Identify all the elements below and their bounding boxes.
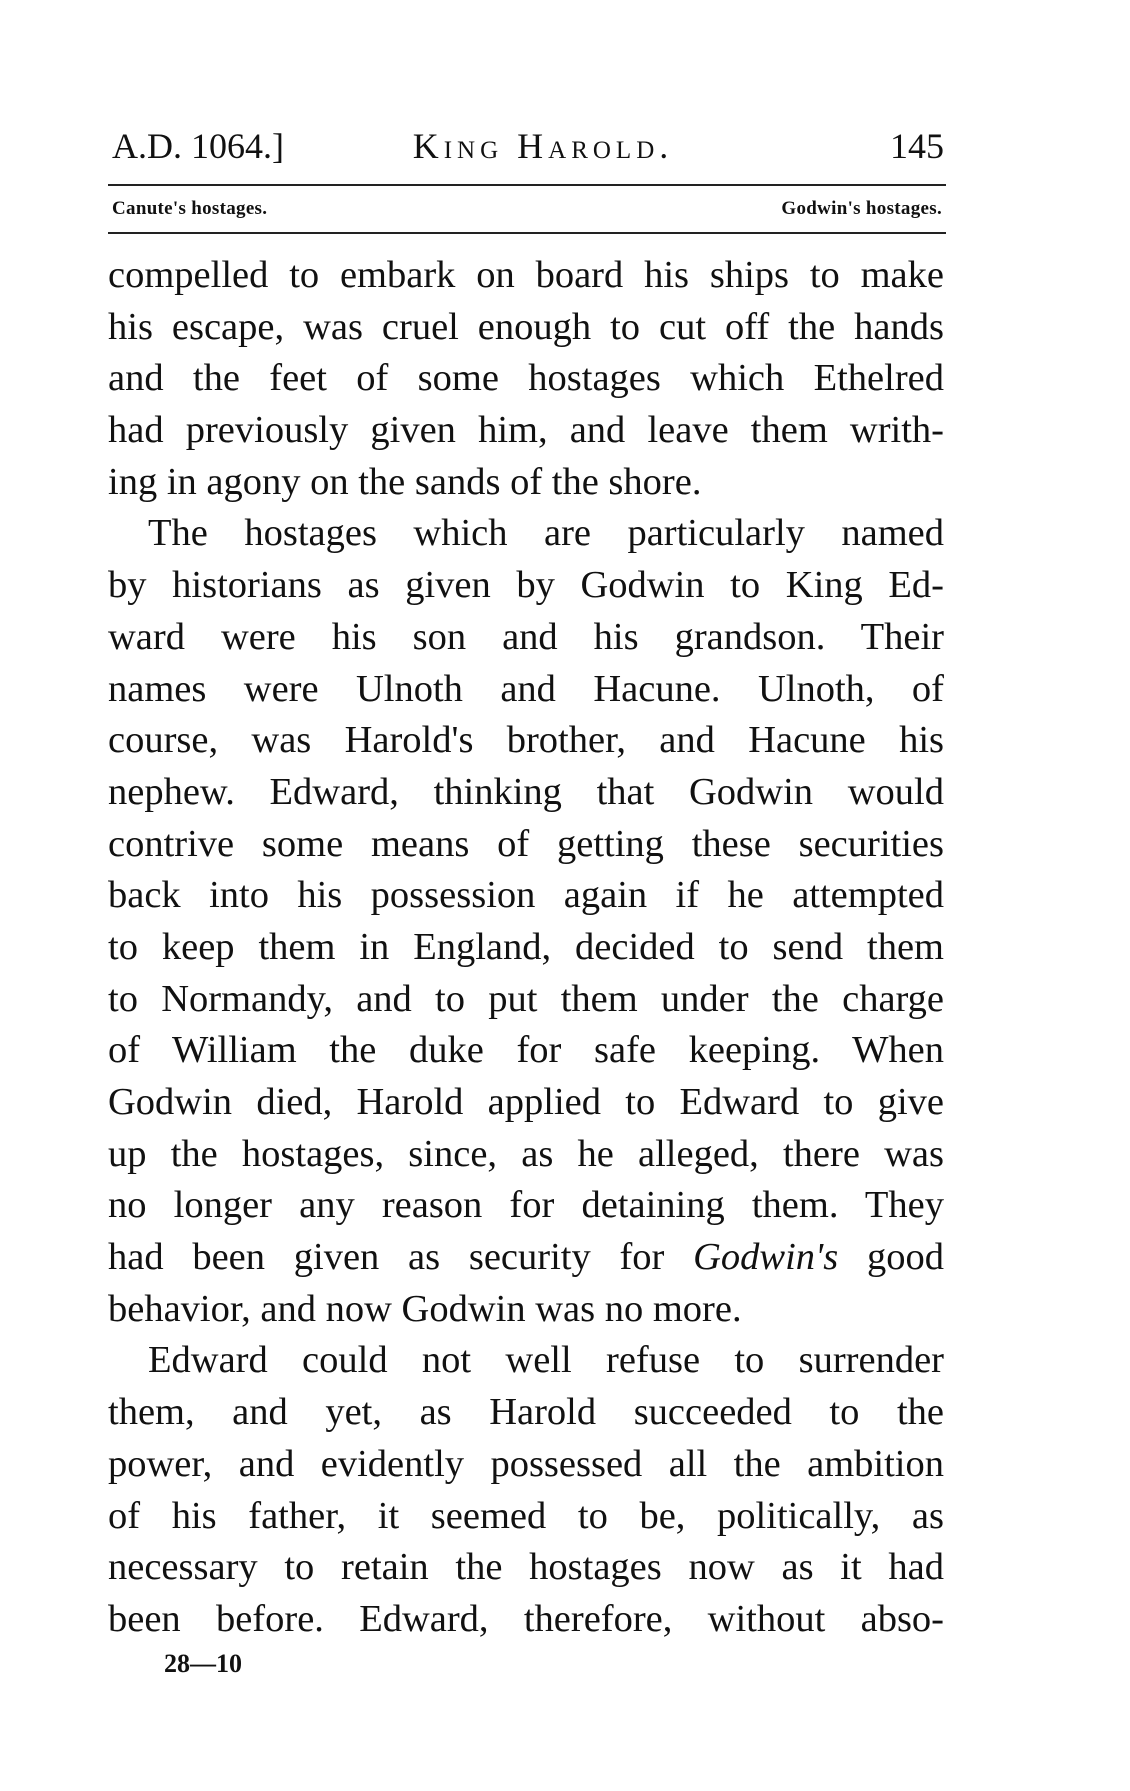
text-line: Edward could not well refuse to surrender: [148, 1339, 944, 1382]
text-line: and the feet of some hostages which Ethelred: [108, 357, 944, 400]
running-head: [112, 118, 944, 174]
signature-mark: 28—10: [164, 1649, 242, 1678]
text-line: to Normandy, and to put them under the charge: [108, 977, 944, 1020]
text-line: course, was Harold's brother, and Hacune his: [108, 719, 944, 762]
text-line: been before. Edward, therefore, without abso-: [108, 1597, 944, 1640]
sidenote-left: Canute's hostages.: [112, 198, 268, 219]
text-line: power, and evidently possessed all the ambition: [108, 1442, 944, 1485]
text-line-with-italic: [108, 1232, 944, 1284]
text-line: necessary to retain the hostages now as it had: [108, 1546, 944, 1589]
text-line: of his father, it seemed to be, politically, as: [108, 1494, 944, 1537]
text-line: names were Ulnoth and Hacune. Ulnoth, of: [108, 667, 944, 710]
page-number: 145: [890, 126, 944, 166]
body-text: [108, 250, 944, 1646]
sidenotes-bar: [112, 194, 942, 224]
text-line: to keep them in England, decided to send them: [108, 925, 944, 968]
text-line: behavior, and now Godwin was no more.: [108, 1287, 742, 1330]
header-date: A.D. 1064.]: [112, 126, 284, 166]
text-line: up the hostages, since, as he alleged, there was: [108, 1132, 944, 1175]
text-line: had previously given him, and leave them writh-: [108, 409, 944, 452]
italic-name: Godwin's: [693, 1236, 839, 1279]
text-line: compelled to embark on board his ships to make: [108, 254, 944, 296]
text-segment: had been given as security for: [108, 1236, 694, 1279]
header-title: King Harold.: [412, 126, 674, 166]
text-segment: good: [838, 1236, 945, 1279]
text-line: nephew. Edward, thinking that Godwin would: [108, 770, 944, 813]
paragraph-1: [108, 250, 944, 508]
text-line: his escape, was cruel enough to cut off the hands: [108, 305, 944, 348]
text-line: The hostages which are particularly named: [148, 512, 944, 555]
text-line: back into his possession again if he attempted: [108, 874, 944, 917]
header-rule-top: [108, 184, 946, 186]
text-line: no longer any reason for detaining them. They: [108, 1184, 944, 1227]
text-line: them, and yet, as Harold succeeded to the: [108, 1391, 944, 1434]
paragraph-2: [108, 508, 944, 1335]
text-line: ward were his son and his grandson. Their: [108, 615, 944, 658]
sidenote-right: Godwin's hostages.: [781, 198, 942, 219]
header-rule-bottom: [108, 232, 946, 234]
text-line: contrive some means of getting these securities: [108, 822, 944, 865]
text-line: by historians as given by Godwin to King Ed-: [108, 564, 944, 607]
text-line: ing in agony on the sands of the shore.: [108, 460, 702, 503]
text-line: Godwin died, Harold applied to Edward to give: [108, 1081, 944, 1123]
paragraph-3: [108, 1335, 944, 1645]
text-line: of William the duke for safe keeping. When: [108, 1029, 944, 1072]
